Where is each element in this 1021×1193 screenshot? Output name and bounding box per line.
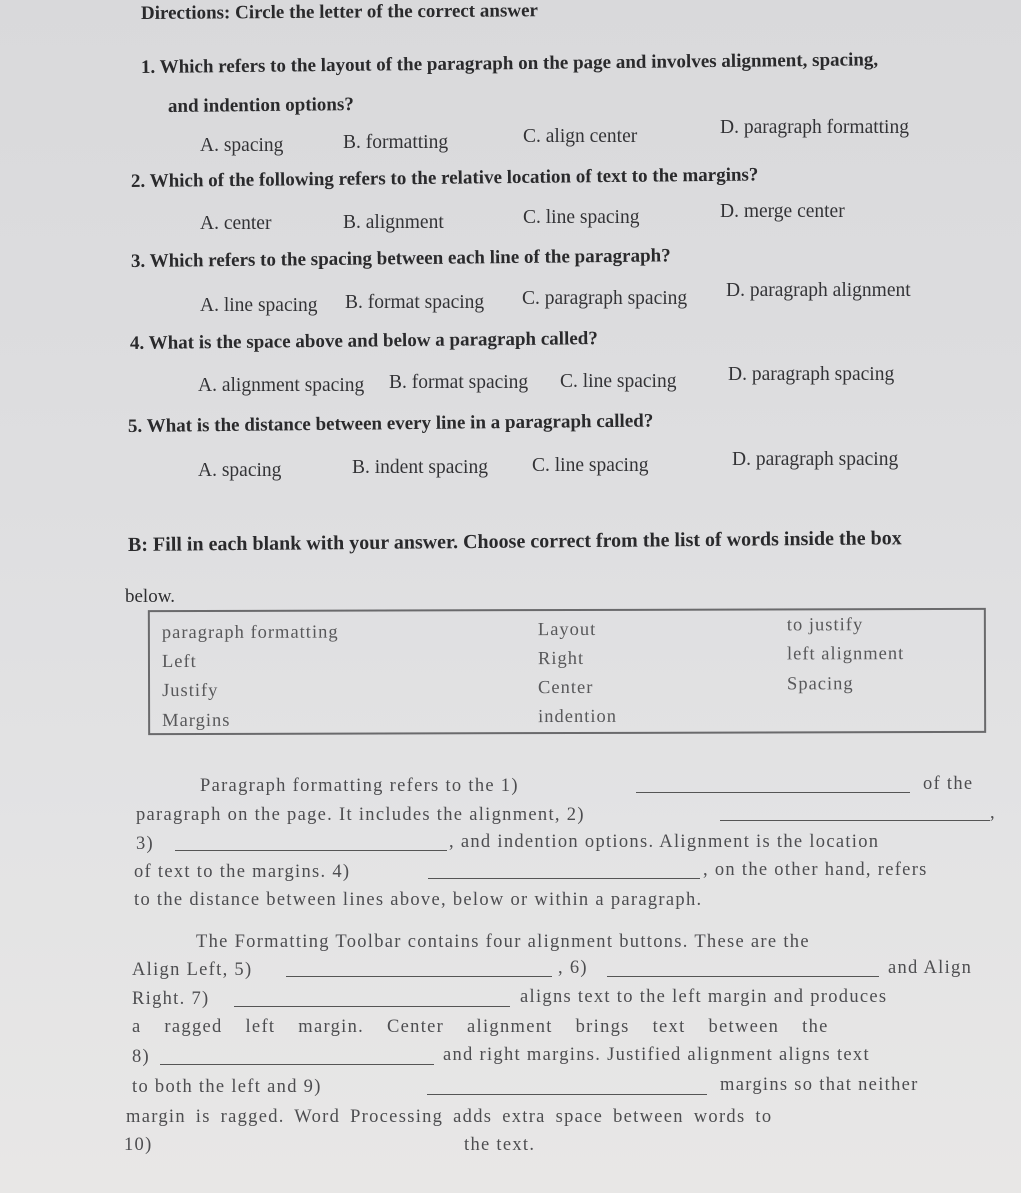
- blank-3[interactable]: [175, 836, 447, 851]
- question-1: 1. Which refers to the layout of the paragraph on the page and involves alignment, spacing,: [140, 49, 879, 78]
- para1-line4-start: of text to the margins. 4): [134, 862, 351, 882]
- q3-option-a[interactable]: A. line spacing: [200, 295, 318, 316]
- para2-line2-end: and Align: [888, 958, 973, 978]
- para2-line5-start: 8): [132, 1047, 151, 1067]
- word-bank-item: Margins: [162, 710, 231, 732]
- para2-line7: margin is ragged. Word Processing adds extra space between words to: [126, 1107, 773, 1127]
- word-bank-item: indention: [538, 706, 618, 728]
- para1-line1-start: Paragraph formatting refers to the 1): [200, 776, 519, 796]
- q4-option-c[interactable]: C. line spacing: [560, 371, 677, 392]
- blank-1[interactable]: [636, 778, 910, 793]
- question-4: 4. What is the space above and below a paragraph called?: [129, 328, 598, 354]
- blank-9[interactable]: [427, 1080, 707, 1095]
- section-b-instruction-cont: below.: [125, 586, 175, 607]
- para2-line5-end: and right margins. Justified alignment aligns text: [443, 1045, 870, 1065]
- para2-line8-start: 10): [124, 1135, 153, 1155]
- blank-4[interactable]: [428, 864, 700, 879]
- question-3: 3. Which refers to the spacing between each line of the paragraph?: [130, 245, 671, 272]
- word-bank-item: Layout: [537, 619, 597, 641]
- q1-option-d[interactable]: D. paragraph formatting: [720, 117, 909, 138]
- q3-option-d[interactable]: D. paragraph alignment: [726, 280, 911, 301]
- q2-option-c[interactable]: C. line spacing: [523, 207, 640, 228]
- q5-option-b[interactable]: B. indent spacing: [352, 457, 488, 478]
- word-bank-item: Justify: [162, 680, 219, 702]
- section-b-instruction: B: Fill in each blank with your answer. Choose correct from the list of words inside the box: [127, 527, 902, 556]
- para2-line6-end: margins so that neither: [720, 1075, 919, 1095]
- blank-8[interactable]: [160, 1050, 434, 1065]
- q2-option-b[interactable]: B. alignment: [343, 212, 444, 233]
- para2-line8-end: the text.: [464, 1135, 536, 1155]
- q1-option-c[interactable]: C. align center: [523, 126, 638, 147]
- para2-line3-end: aligns text to the left margin and produces: [520, 987, 888, 1007]
- word-bank-item: left alignment: [786, 644, 905, 665]
- question-5: 5. What is the distance between every line in a paragraph called?: [127, 410, 654, 437]
- q3-option-c[interactable]: C. paragraph spacing: [522, 288, 688, 309]
- directions-heading: Directions: Circle the letter of the correct answer: [140, 0, 538, 24]
- para2-line4: a ragged left margin. Center alignment brings text between the: [132, 1017, 829, 1037]
- word-bank-item: Left: [161, 651, 197, 673]
- blank-5[interactable]: [286, 962, 552, 977]
- word-bank-item: to justify: [786, 615, 864, 636]
- word-bank-item: Right: [537, 648, 585, 670]
- para1-line3-end: , and indention options. Alignment is the location: [449, 832, 880, 852]
- para1-line4-end: , on the other hand, refers: [703, 860, 928, 880]
- para2-line1: The Formatting Toolbar contains four alignment buttons. These are the: [196, 932, 810, 952]
- q5-option-d[interactable]: D. paragraph spacing: [732, 449, 899, 470]
- q2-option-d[interactable]: D. merge center: [720, 201, 845, 222]
- word-bank-box: [148, 608, 986, 735]
- para2-line2-mid: , 6): [558, 958, 588, 978]
- q2-option-a[interactable]: A. center: [200, 213, 272, 234]
- para1-line5: to the distance between lines above, below or within a paragraph.: [134, 890, 703, 910]
- para2-line2-start: Align Left, 5): [132, 960, 253, 980]
- q4-option-b[interactable]: B. format spacing: [389, 372, 529, 393]
- blank-6[interactable]: [607, 962, 879, 977]
- question-2: 2. Which of the following refers to the relative location of text to the margins?: [130, 164, 759, 192]
- blank-7[interactable]: [234, 992, 510, 1007]
- q5-option-c[interactable]: C. line spacing: [532, 455, 649, 476]
- para1-line2-end: ,: [990, 803, 996, 823]
- q4-option-a[interactable]: A. alignment spacing: [198, 375, 365, 396]
- para2-line6-start: to both the left and 9): [132, 1077, 322, 1097]
- blank-2[interactable]: [720, 806, 990, 821]
- para2-line3-start: Right. 7): [132, 989, 210, 1009]
- q3-option-b[interactable]: B. format spacing: [345, 292, 485, 313]
- q1-option-b[interactable]: B. formatting: [343, 132, 449, 153]
- q1-option-a[interactable]: A. spacing: [200, 135, 284, 156]
- q4-option-d[interactable]: D. paragraph spacing: [728, 364, 895, 385]
- para1-line2-start: paragraph on the page. It includes the alignment, 2): [136, 805, 585, 825]
- word-bank-item: paragraph formatting: [161, 622, 339, 644]
- para1-line3-start: 3): [136, 834, 155, 854]
- para1-line1-end: of the: [923, 774, 974, 794]
- q5-option-a[interactable]: A. spacing: [198, 460, 282, 481]
- word-bank-item: Center: [538, 677, 594, 699]
- question-1-cont: and indention options?: [167, 94, 354, 117]
- word-bank-item: Spacing: [787, 674, 854, 695]
